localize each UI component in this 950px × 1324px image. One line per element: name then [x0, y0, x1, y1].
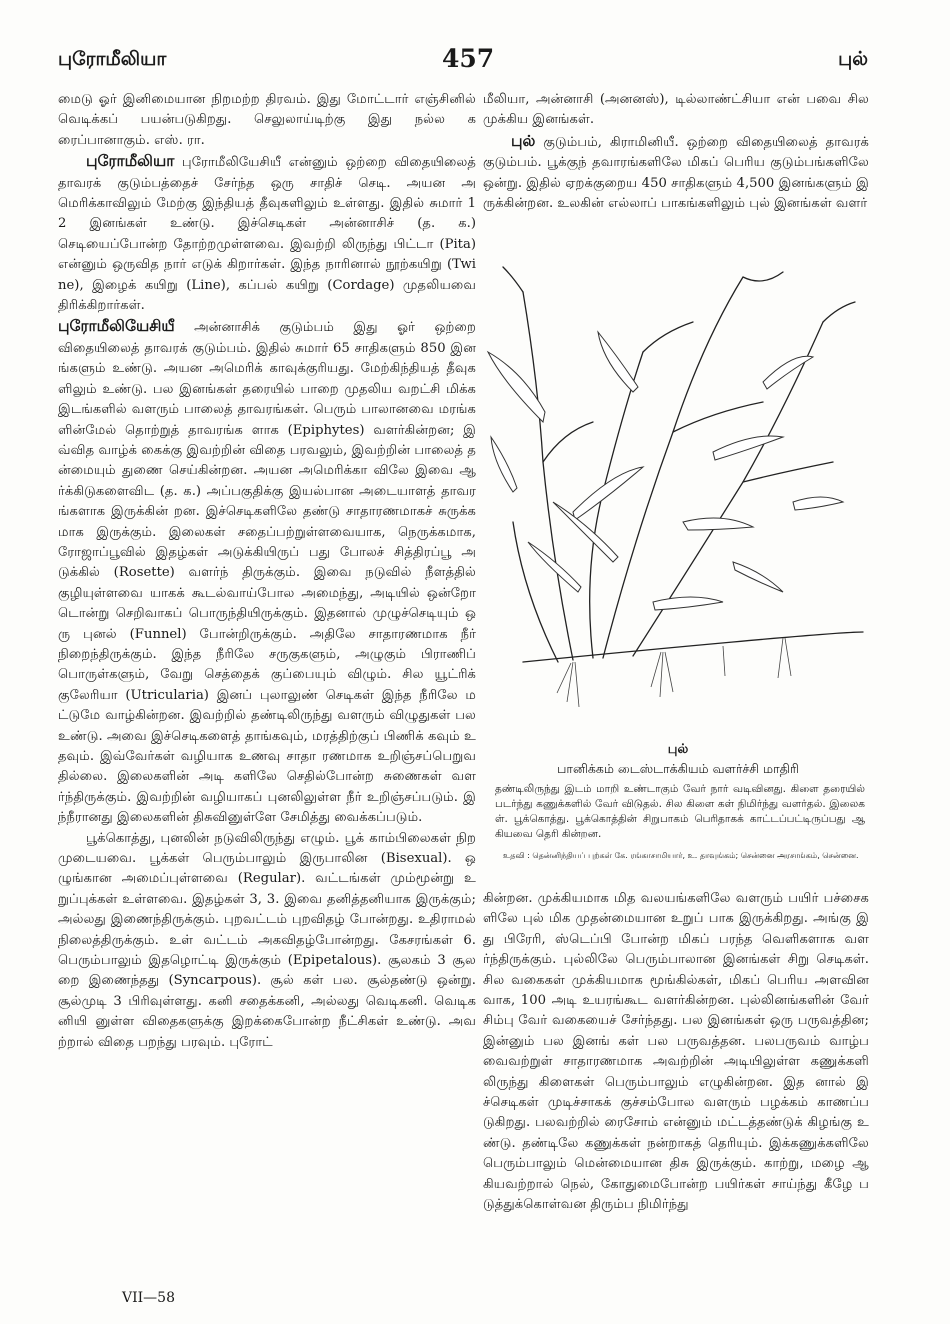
entry-text-pul: குடும்பம், கிராமினியீ. ஒற்றை விதையிலைத் தாவரக் குடும்பம். பூக்குந் தவாரங்களிலே மிகப் பெரிய குடும்பங்களிலே ஒன்று. இதில் ஏறக்குறைய 450 சாதிகளும் 4,500 இனங்களும் இருக்கின்றன. உலகின் எல்லாப் பாகங்களிலும் புல் இனங்கள் வளர் [483, 134, 869, 212]
entry-term-pul: புல் [511, 131, 536, 150]
running-head-right: புல் [838, 48, 868, 70]
figure-credit: உதவி : தென்னிந்தியப் புற்கள் கே. ரங்காசாமியார், உ. தாவுங்கம்; சென்னை அரசாங்கம், சென்னை. [503, 851, 859, 860]
entry-bromelia [58, 151, 476, 316]
entry-term-bromelia: புரோமீலியா [86, 152, 175, 171]
running-head-left: புரோமீலியா [58, 48, 167, 70]
entry-bromeliaceae [58, 316, 476, 828]
entry-term-bromeliaceae: புரோமீலியேசியீ [58, 317, 175, 336]
right-column-top [483, 90, 869, 260]
grass-illustration [483, 262, 873, 732]
entry-text-bromeliaceae: அன்னாசிக் குடும்பம் இது ஓர் ஒற்றை விதையிலைத் தாவரக் குடும்பம். இதில் சுமார் 65 சாதிகளும் 850 இனங்களும் உண்டு. அயன அமெரிக் காவுக்குரியது. மேற்கிந்தியத் தீவுகளிலும் உண்டு. பல இனங்கள் தரையில் பாறை முதலிய வறட்சி மிக்க இடங்களில் வளரும் பாலைத் தாவரங்கள். பெரும் பாலானவை மரங்களின்மேல் தொற்றுத் தாவரங்க ளாக (Epiphytes) வளர்கின்றன; இவ்வித வாழ்க் கைக்கு இவற்றின் விதை பரவலும், இவற்றின் பாலைத் தன்மையும் துணை செய்கின்றன. அயன அமெரிக்கா விலே இவை ஆர்க்கிடுகளைவிட (த. க.) அப்பகுதிக்கு இயல்பான அடையாளத் தாவரங்களாக இருக்கின் றன. இச்செடிகளிலே தண்டு சாதாரணமாகச் சுருக்க மாக இருக்கும். இலைகள் சதைப்பற்றுள்ளவையாக, நெருக்கமாக, ரோஜாப்பூவில் இதழ்கள் அடுக்கியிருப் பது போலச் சித்திரப்பூ அடுக்கில் (Rosette) வளர்ந் திருக்கும். இவை நடுவில் நீளத்தில் குழியுள்ளவை யாகக் கூடல்வாய்போல அமைந்து, அடியில் ஒன்றோ டொன்று செறிவாகப் பொருந்தியிருக்கும். இதனால் முழுச்செடியும் ஒரு புனல் (Funnel) போன்றிருக்கும். அதிலே சாதாரணமாக நீர் நிறைந்திருக்கும். இந்த நீரிலே சருகுகளும், அழுகும் பிராணிப் பொருள்களும், வேறு செத்தைக் குப்பையும் விழும். சில யூட்ரிக் குலேரியா (Utricularia) இனப் புலாலுண் செடிகள் இந்த நீரிலே மட்டுமே வாழ்கின்றன. இவற்றில் தண்டிலிருந்து வளரும் விழுதுகள் பல உண்டு. அவை இச்செடிகளைத் தாங்கவும், மரத்திற்குப் பிணிக் கவும் உதவும். இவ்வேர்கள் வழியாக உணவு சாதா ரணமாக உறிஞ்சப்பெறுவதில்லை. இலைகளின் அடி களிலே செதில்போன்ற சுணைகள் வளர்ந்திருக்கும். இவற்றின் வழியாகப் புனலிலுள்ள நீர் உறிஞ்சப்படும். இந்நீரானது இலைகளின் திசுவினுள்ளே சேமித்து வைக்கப்படும். [58, 320, 476, 826]
figure-subtitle: பானிக்கம் டைஸ்டாக்கியம் வளர்ச்சி மாதிரி [557, 761, 799, 776]
paragraph-grass-habitat: கின்றன. முக்கியமாக மித வலயங்களிலே வளரும் பயிர் பச்சைகளிலே புல் மிக முதன்மையான உறுப் பாக இருக்கிறது. அங்கு இது பிரேரி, ஸ்டெப்பி போன்ற மிகப் பரந்த வெளிகளாக வளர்ந்திருக்கும். புல்லிலே பெரும்பாலான இனங்கள் சிறு செடிகள். சில வகைகள் முக்கியமாக மூங்கில்கள், மிகப் பெரிய அளவினவாக, 100 அடி உயரங்கூட வளர்கின்றன. புல்லினங்களின் வேர் சிம்பு வேர் வகையைச் சேர்ந்தது. பல இனங்கள் ஒரு பருவத்தின; இன்னும் பல இனங் கள் பல பருவத்தன. பலபருவம் வாழ்பவைவற்றுள் சாதாரணமாக அவற்றின் அடியிலுள்ள கணுக்களி லிருந்து கிளைகள் பெரும்பாலும் எழுகின்றன. இத னால் இச்செடிகள் முடிச்சாகக் குச்சம்போல வளரும் பழக்கம் காணப்படுகிறது. பலவற்றில் ரைசோம் என்னும் மட்டத்தண்டுக் கிழங்கு உண்டு. தண்டிலே கணுக்கள் நன்றாகத் தெரியும். இக்கணுக்களிலே பெரும்பாலும் மென்மையான திசு இருக்கும். காற்று, மழை ஆகியவற்றால் நெல், கோதுமைபோன்ற பயிர்கள் சாய்ந்து கீழே படுத்துக்கொள்வன திரும்ப நிமிர்ந்து [483, 891, 869, 1213]
continued-paragraph: மைடு ஓர் இனிமையான நிறமற்ற திரவம். இது மோட்டார் எஞ்சினில் வெடிக்கப் பயன்படுகிறது. செலுலாய்டிற்கு இது நல்ல கரைப்பானாகும். எஸ். ரா. [58, 92, 476, 148]
page-header [0, 44, 950, 84]
grass-figure [483, 262, 873, 882]
entry-text-bromelia: புரோமீலியேசியீ என்னும் ஒற்றை விதையிலைத் தாவரக் குடும்பத்தைச் சேர்ந்த ஒரு சாதிச் செடி. அயன அமெரிக்காவிலும் மேற்கு இந்தியத் தீவுகளிலும் உள்ளது. இதில் சுமார் 12 இனங்கள் உண்டு. இச்செடிகள் அன்னாசிச் (த. க.) செடியைப்போன்ற தோற்றமுள்ளவை. இவற்றி லிருந்து பிட்டா (Pita) என்னும் ஒருவித நார் எடுக் கிறார்கள். இந்த நாரினால் நூற்கயிறு (Twine), இழைக் கயிறு (Line), கப்பல் கயிறு (Cordage) முதலியவை திரிக்கிறார்கள். [58, 155, 476, 314]
paragraph-inflorescence: பூக்கொத்து, புனலின் நடுவிலிருந்து எழும். பூக் காம்பிலைகள் நிறமுடையவை. பூக்கள் பெரும்பாலும் இருபாலின (Bisexual). ஒழுங்கான அமைப்புள்ளவை (Regular). வட்டங்கள் மும்மூன்று உறுப்புக்கள் உள்ளவை. இதழ்கள் 3, 3. இவை தனித்தனியாக இருக்கும்; அல்லது இணைந்திருக்கும். புறவட்டம் புறவிதழ் போன்றது. உதிராமல் நிலைத்திருக்கும். உள் வட்டம் அகவிதழ்போன்றது. கேசரங்கள் 6. பெரும்பாலும் இதழொட்டி இருக்கும் (Epipetalous). சூலகம் 3 சூலறை இணைந்தது (Syncarpous). சூல் கள் பல. சூல்தண்டு ஒன்று. சூல்முடி 3 பிரிவுள்ளது. கனி சதைக்கனி, அல்லது வெடிகனி. வெடிகனியி னுள்ள விதைகளுக்கு இறக்கைபோன்ற நீட்சிகள் உண்டு. அவற்றால் விதை பறந்து பரவும். புரோட் [58, 830, 476, 1050]
page-number: 457 [442, 44, 495, 73]
continued-paragraph-right: மீலியா, அன்னாசி (அனனஸ்), டில்லாண்ட்சியா என் பவை சில முக்கிய இனங்கள். [483, 92, 869, 128]
right-column-bottom [483, 889, 869, 1289]
volume-signature: VII—58 [122, 1290, 175, 1306]
figure-caption: தண்டிலிருந்து இடம் மாறி உண்டாகும் வேர் நார் வடிவினது. கிளை தரையில் படர்ந்து கணுக்களில் வேர் விடுதல். சில கிளை கள் நிமிர்ந்து வளர்தல். இலைகள். பூக்கொத்து. பூக்கொத்தின் சிறுபாகம் பெரிதாகக் காட்டப்பட்டிருப்பது ஆகியவை தெரி கின்றன. [495, 783, 865, 840]
left-column [58, 90, 476, 1280]
entry-pul [483, 131, 869, 215]
figure-title: புல் [667, 742, 689, 757]
